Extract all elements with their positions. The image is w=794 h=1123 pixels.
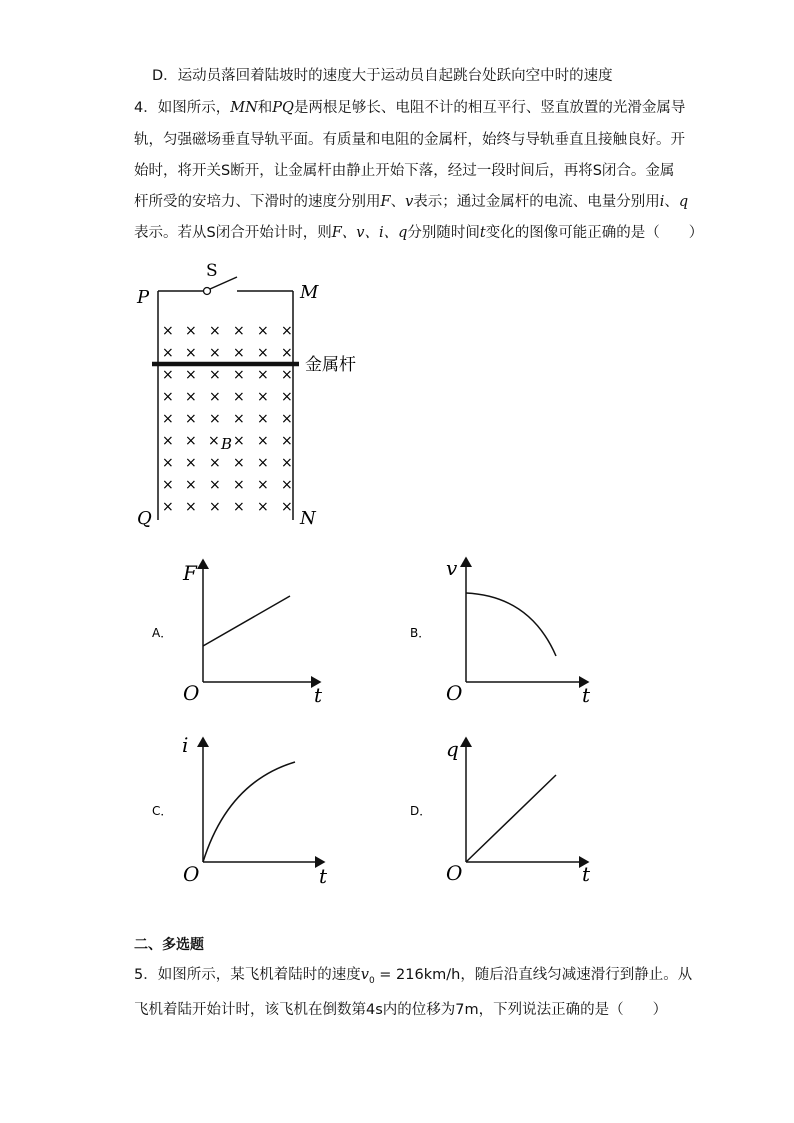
field-cross: × [209, 345, 221, 361]
q4-var-v: v [405, 194, 414, 210]
field-cross: × [185, 411, 197, 427]
field-cross: × [162, 499, 174, 515]
q4-var-mn: MN [230, 100, 258, 116]
field-cross: × [233, 433, 245, 449]
graph-b-origin: O [446, 681, 463, 705]
field-cross: × [233, 411, 245, 427]
field-cross: × [185, 455, 197, 471]
q5-var-v0: v [360, 967, 369, 983]
field-cross: × [162, 411, 174, 427]
field-cross: × [162, 323, 174, 339]
graph-a [152, 560, 323, 707]
field-cross: × [162, 367, 174, 383]
q4-text: 杆所受的安培力、下滑时的速度分别用 [134, 194, 381, 210]
field-cross: × [209, 367, 221, 383]
field-cross: × [257, 389, 269, 405]
field-cross: × [281, 411, 293, 427]
graph-a-origin: O [183, 681, 200, 705]
q4-var-t: t [479, 225, 486, 241]
field-cross: × [257, 367, 269, 383]
field-cross: × [233, 323, 245, 339]
field-cross: × [185, 499, 197, 515]
q4-vars: F、v、i、q [331, 225, 408, 241]
graph-c-curve [203, 762, 295, 862]
field-cross: × [257, 345, 269, 361]
field-cross: × [233, 499, 245, 515]
q4-text: 4．如图所示， [134, 100, 231, 116]
field-cross: × [257, 499, 269, 515]
q5-text: 5．如图所示，某飞机着陆时的速度 [134, 967, 361, 983]
q4-var-q: q [678, 194, 689, 210]
graph-d [410, 737, 591, 886]
q5-line-2: 飞机着陆开始计时，该飞机在倒数第4s内的位移为7m，下列说法正确的是（ ） [134, 1002, 668, 1018]
q4-text: 、 [390, 194, 406, 210]
option-d-label: D． [410, 804, 432, 818]
field-cross: × [185, 477, 197, 493]
field-cross: × [185, 367, 197, 383]
field-cross: × [281, 389, 293, 405]
graph-c-x-label: t [319, 864, 328, 888]
q4-line-2: 轨，匀强磁场垂直导轨平面。有质量和电阻的金属杆，始终与导轨垂直且接触良好。开 [134, 132, 685, 148]
switch-label: S [206, 261, 218, 281]
graph-d-origin: O [446, 861, 463, 885]
rod-label: 金属杆 [305, 355, 356, 375]
q3-option-d: D．运动员落回着陆坡时的速度大于运动员自起跳台处跃向空中时的速度 [152, 68, 613, 84]
field-cross: × [185, 433, 197, 449]
field-cross: × [257, 411, 269, 427]
field-label: B [221, 435, 233, 453]
field-cross: × [281, 323, 293, 339]
field-cross: × [257, 477, 269, 493]
label-n: N [300, 508, 316, 529]
option-c-label: C． [152, 804, 173, 818]
q4-var-f: F [380, 194, 391, 210]
field-cross: × [233, 455, 245, 471]
graph-d-x-label: t [582, 862, 591, 886]
field-cross: × [162, 455, 174, 471]
field-cross: × [209, 477, 221, 493]
field-cross: × [281, 499, 293, 515]
field-cross: × [208, 433, 220, 449]
label-p: P [137, 287, 150, 308]
graph-b-y-label: v [446, 556, 458, 580]
graph-b [410, 556, 591, 707]
field-cross: × [281, 367, 293, 383]
q5-var-v0-sub: 0 [368, 975, 375, 986]
graph-c [152, 733, 328, 888]
graph-a-curve [203, 596, 290, 646]
graph-b-curve [466, 593, 556, 656]
field-cross: × [185, 323, 197, 339]
field-cross: × [257, 455, 269, 471]
field-cross: × [281, 455, 293, 471]
graph-a-x-label: t [314, 683, 323, 707]
q4-text: 变化的图像可能正确的是（ ） [485, 225, 704, 241]
q4-var-i: i [659, 194, 665, 210]
q4-text: 表示；通过金属杆的电流、电量分别用 [413, 194, 660, 210]
field-cross: × [233, 345, 245, 361]
field-cross: × [233, 477, 245, 493]
q4-text: 表示。若从S闭合开始计时，则 [134, 225, 332, 241]
field-cross: × [281, 433, 293, 449]
field-cross: × [185, 389, 197, 405]
field-cross: × [209, 455, 221, 471]
field-cross: × [233, 389, 245, 405]
field-cross: × [209, 389, 221, 405]
option-b-label: B． [410, 626, 431, 640]
field-cross: × [162, 477, 174, 493]
q5-text: = 216km/h，随后沿直线匀减速滑行到静止。从 [374, 967, 693, 983]
q4-text: 是两根足够长、电阻不计的相互平行、竖直放置的光滑金属导 [293, 100, 686, 116]
q5-line-1 [134, 965, 692, 991]
field-cross: × [257, 323, 269, 339]
field-cross: × [185, 345, 197, 361]
field-cross: × [281, 477, 293, 493]
label-m: M [300, 282, 319, 303]
graph-b-x-label: t [582, 683, 591, 707]
q4-var-pq: PQ [272, 100, 294, 116]
graph-c-origin: O [183, 862, 200, 886]
section-heading: 二、多选题 [134, 937, 204, 953]
field-cross: × [162, 345, 174, 361]
option-a-label: A． [152, 626, 173, 640]
field-cross: × [209, 323, 221, 339]
graph-c-y-label: i [182, 733, 189, 757]
graph-d-curve [466, 775, 556, 862]
graph-a-y-label: F [183, 561, 197, 585]
field-cross: × [162, 433, 174, 449]
field-cross: × [209, 499, 221, 515]
field-cross: × [209, 411, 221, 427]
label-q: Q [137, 508, 152, 529]
q4-text: 分别随时间 [407, 225, 480, 241]
field-cross: × [233, 367, 245, 383]
field-cross: × [257, 433, 269, 449]
q4-line-3: 始时，将开关S断开，让金属杆由静止开始下落，经过一段时间后，再将S闭合。金属 [134, 163, 675, 179]
field-cross: × [281, 345, 293, 361]
q4-text: 、 [664, 194, 679, 210]
field-cross: × [162, 389, 174, 405]
graph-d-y-label: q [446, 737, 459, 761]
q4-text: 和 [257, 100, 273, 116]
